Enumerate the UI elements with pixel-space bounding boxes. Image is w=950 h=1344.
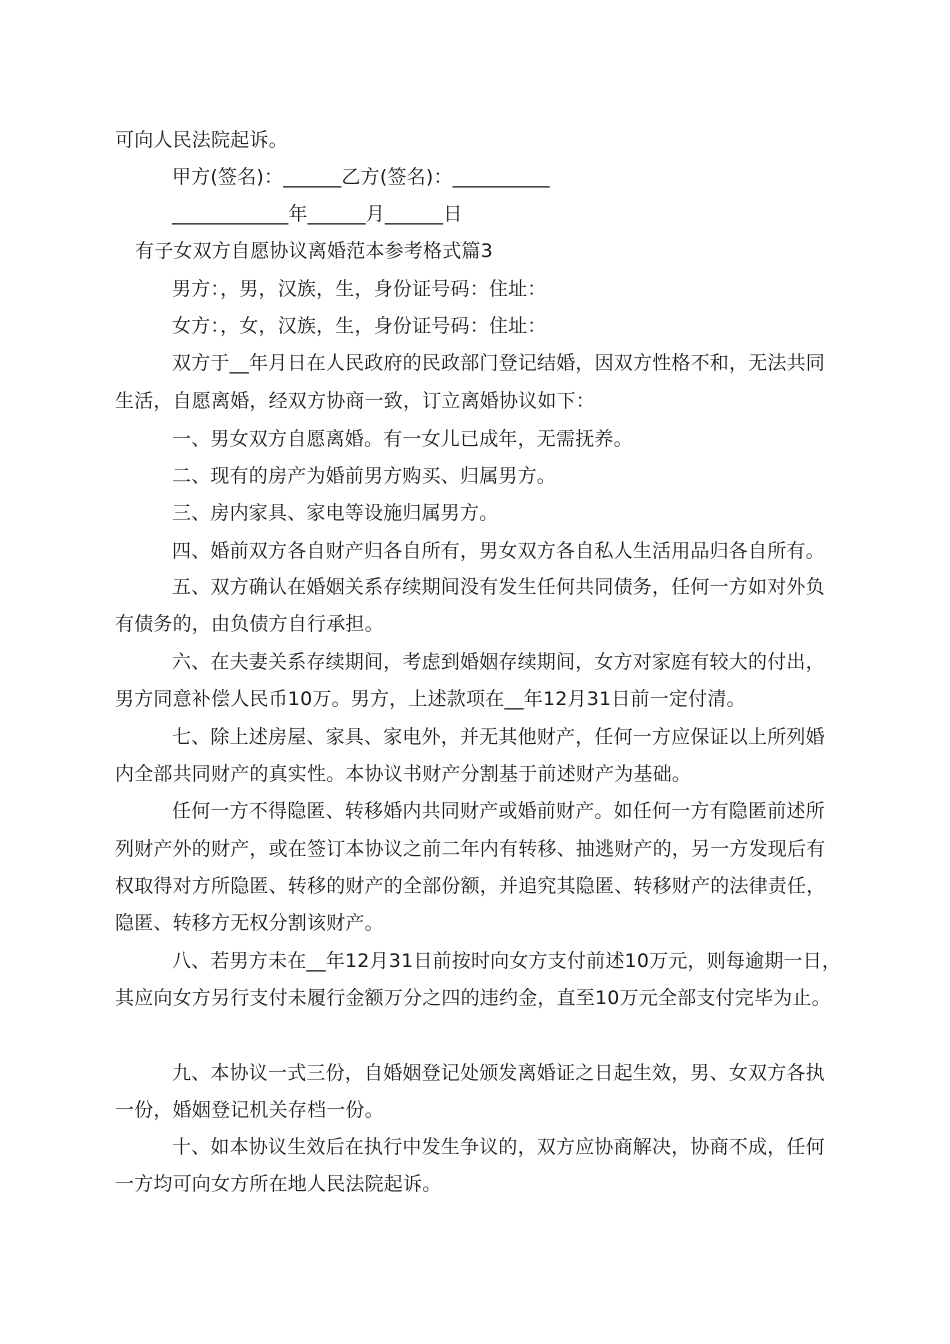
text-line: 列财产外的财产，或在签订本协议之前二年内有转移、抽逃财产的，另一方发现后有 [115,838,826,860]
text-line: 四、婚前双方各自财产归各自所有，男女双方各自私人生活用品归各自所有。 [172,540,825,562]
text-line: 六、在夫妻关系存续期间，考虑到婚姻存续期间，女方对家庭有较大的付出， [172,651,825,673]
section-title: 有子女双方自愿协议离婚范本参考格式篇3 [135,240,493,262]
text-line: 八、若男方未在__年12月31日前按时向女方支付前述10万元，则每逾期一日， [172,950,842,972]
text-line: 十、如本协议生效后在执行中发生争议的，双方应协商解决，协商不成，任何 [172,1136,825,1158]
text-line: 三、房内家具、家电等设施归属男方。 [172,502,499,524]
text-line: 九、本协议一式三份，自婚姻登记处颁发离婚证之日起生效，男、女双方各执 [172,1062,825,1084]
text-line: 一、男女双方自愿离婚。有一女儿已成年，无需抚养。 [172,428,633,450]
text-line: 可向人民法院起诉。 [115,129,288,151]
text-line: 一份，婚姻登记机关存档一份。 [115,1099,384,1121]
text-line: 五、双方确认在婚姻关系存续期间没有发生任何共同债务，任何一方如对外负 [172,576,825,598]
text-line: 隐匿、转移方无权分割该财产。 [115,912,384,934]
text-line: 内全部共同财产的真实性。本协议书财产分割基于前述财产为基础。 [115,763,692,785]
text-line: 七、除上述房屋、家具、家电外，并无其他财产，任何一方应保证以上所列婚 [172,726,825,748]
text-line: 双方于__年月日在人民政府的民政部门登记结婚，因双方性格不和，无法共同 [172,352,826,374]
text-line: 有债务的，由负债方自行承担。 [115,613,384,635]
text-line: 男方同意补偿人民币10万。男方，上述款项在__年12月31日前一定付清。 [115,688,746,710]
text-line: 任何一方不得隐匿、转移婚内共同财产或婚前财产。如任何一方有隐匿前述所 [172,800,825,822]
date-line: ____________年______月______日 [172,203,463,225]
text-line: 生活，自愿离婚，经双方协商一致，订立离婚协议如下： [115,390,596,412]
text-line: 女方：，女，汉族，生，身份证号码：住址： [172,315,547,337]
text-line: 一方均可向女方所在地人民法院起诉。 [115,1173,442,1195]
text-line: 权取得对方所隐匿、转移的财产的全部份额，并追究其隐匿、转移财产的法律责任， [115,875,826,897]
text-line: 二、现有的房产为婚前男方购买、归属男方。 [172,465,557,487]
signature-line: 甲方(签名)：______乙方(签名)：__________ [172,166,550,188]
text-line: 男方：，男，汉族，生，身份证号码：住址： [172,278,547,300]
text-line: 其应向女方另行支付未履行金额万分之四的违约金，直至10万元全部支付完毕为止。 [115,987,831,1009]
